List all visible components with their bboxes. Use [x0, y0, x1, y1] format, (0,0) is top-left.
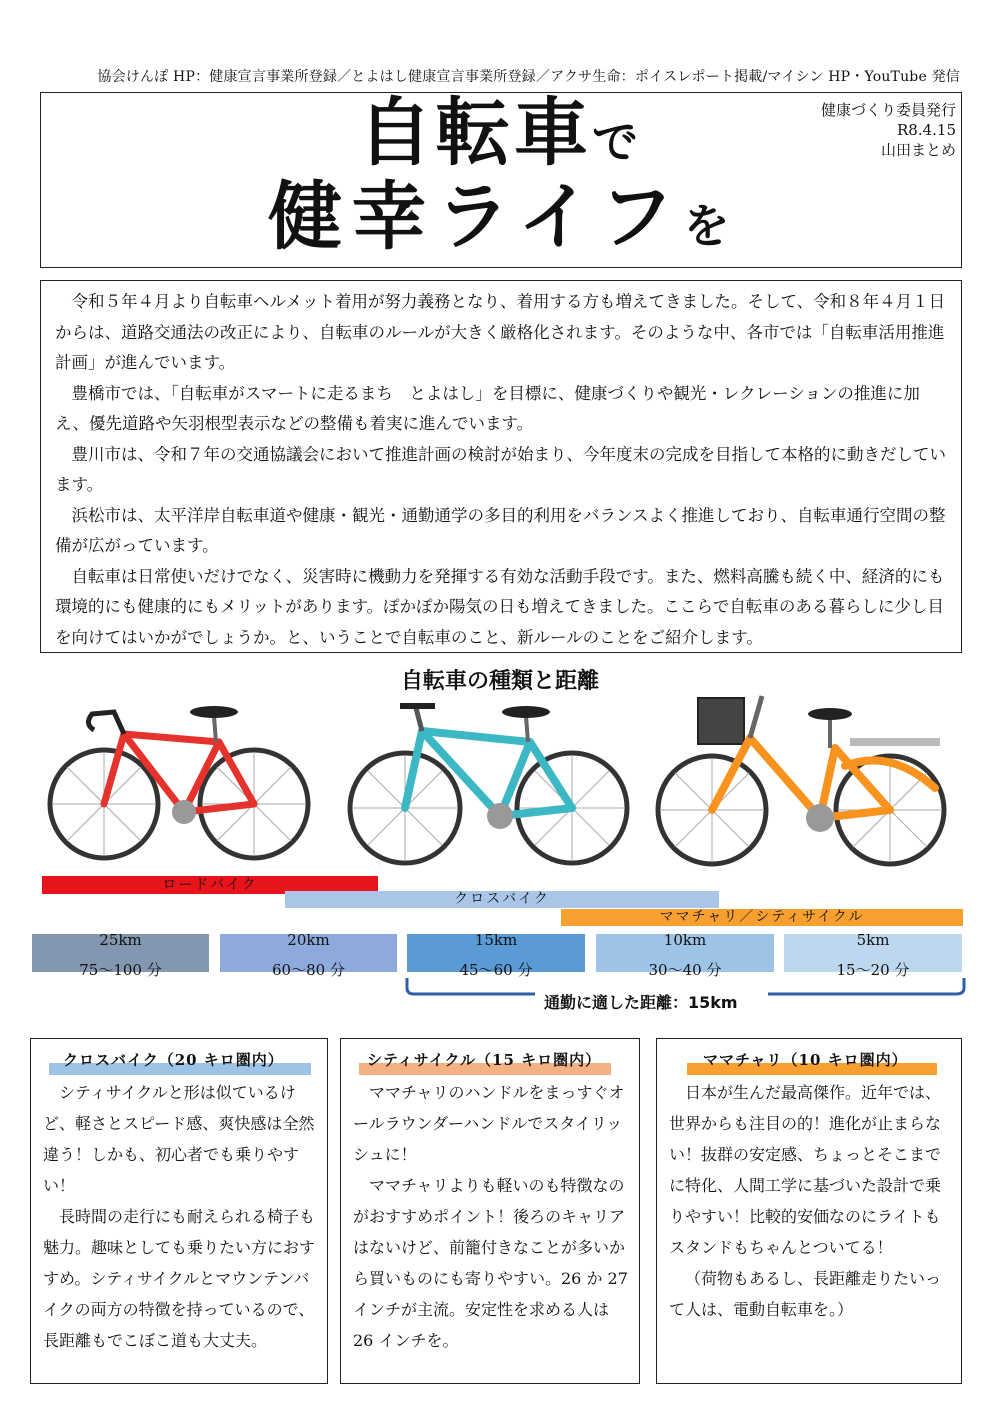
section-title: 自転車の種類と距離	[400, 669, 599, 694]
distance-block-20km	[220, 931, 397, 979]
distance-time: 15〜20 分	[836, 961, 910, 979]
road-bike-illustration	[44, 694, 314, 864]
distance-block-5km	[784, 931, 962, 979]
city-cycle-column	[340, 1038, 640, 1384]
intro-paragraph: 豊橋市では、「自転車がスマートに走るまち とよはし」を目標に、健康づくりや観光・レクレーションの推進に加え、優先道路や矢羽根型表示などの整備も着実に進んでいます。	[55, 383, 920, 433]
column-heading: クロスバイク（20 キロ圏内）	[63, 1051, 284, 1069]
range-label: クロスバイク	[454, 891, 550, 907]
intro-paragraph: 自転車は日常使いだけでなく、災害時に機動力を発揮する有効な活動手段です。また、燃料高騰も続く中、経済的にも環境的にも健康的にもメリットがあります。ぽかぽか陽気の日も増えてきました。ここらで自転車のある暮らしに少し目を向けてはいかがでしょうか。と、いうことで自転車のこと、新ルールのことをご紹介します。	[55, 566, 945, 647]
issuer-committee: 健康づくり委員発行	[820, 101, 956, 119]
mamachari-illustration	[650, 678, 956, 870]
intro-paragraph: 豊川市は、令和７年の交通協議会において推進計画の検討が始まり、今年度末の完成を目指して本格的に動きだしています。	[55, 444, 946, 494]
header-sources-line: 協会けんぽ HP：健康宣言事業所登録／とよはし健康宣言事業所登録／アクサ生命：ポイスレポート掲載/マイシン HP・YouTube 発信	[97, 69, 960, 85]
issuer-block	[780, 100, 956, 160]
column-body	[353, 1077, 631, 1356]
column-heading: ママチャリ（10 キロ圏内）	[703, 1051, 908, 1069]
distance-time: 60〜80 分	[272, 961, 345, 979]
distance-block-10km	[596, 931, 774, 979]
intro-paragraph: 浜松市は、太平洋岸自転車道や健康・観光・通勤通学の多目的利用をバランスよく推進しており、自転車通行空間の整備が広がっています。	[55, 505, 946, 555]
intro-paragraph: 令和５年４月より自転車ヘルメット着用が努力義務となり、着用する方も増えてきました。そして、令和８年４月１日からは、道路交通法の改正により、自転車のルールが大きく厳格化されます。そのような中、各市では「自転車活用推進計画」が進んでいます。	[55, 292, 946, 372]
column-paragraph: ママチャリよりも軽いのも特徴なのがおすすめポイント！後ろのキャリアはないけど、前籠付きなことが多いから買いものにも寄りやすい。26 か 27 インチが主流。安定性を求める人は 26 インチを。	[353, 1176, 628, 1350]
distance-km: 25km	[99, 931, 142, 949]
distance-block-25km	[32, 931, 209, 979]
issuer-author: 山田まとめ	[880, 141, 956, 159]
distance-block-15km	[407, 931, 585, 979]
column-paragraph: （荷物もあるし、長距離走りたいって人は、電動自転車を。）	[669, 1269, 942, 1319]
distance-km: 10km	[663, 931, 707, 949]
column-paragraph: ママチャリのハンドルをまっすぐオールラウンダーハンドルでスタイリッシュに！	[353, 1083, 625, 1164]
range-label: ロードバイク	[162, 877, 258, 893]
column-paragraph: シティサイクルと形は似ているけど、軽さとスピード感、爽快感は全然違う！しかも、初心者でも乗りやすい！	[43, 1083, 315, 1195]
page-title-line2: 健幸ライフを	[268, 174, 730, 260]
commute-distance-label: 通勤に適した距離：15km	[544, 993, 738, 1012]
mamachari-column	[656, 1038, 962, 1384]
distance-km: 20km	[287, 931, 330, 949]
range-bar-cross-bike	[285, 891, 719, 908]
column-heading: シティサイクル（15 キロ圏内）	[367, 1051, 602, 1069]
issue-date: R8.4.15	[896, 121, 956, 139]
distance-time: 30〜40 分	[648, 961, 722, 979]
distance-km: 15km	[474, 931, 518, 949]
cross-bike-illustration	[340, 696, 640, 866]
distance-time: 75〜100 分	[79, 961, 162, 979]
column-body	[43, 1077, 319, 1356]
range-label: ママチャリ／シティサイクル	[659, 909, 865, 925]
cross-bike-column	[30, 1038, 328, 1384]
range-bar-mamachari	[561, 909, 963, 926]
column-body	[669, 1077, 953, 1325]
distance-time: 45〜60 分	[459, 961, 533, 979]
intro-box	[40, 280, 962, 653]
page-title-line1: 自転車で	[358, 90, 640, 176]
column-paragraph: 日本が生んだ最高傑作。近年では、世界からも注目の的！進化が止まらない！抜群の安定感、ちょっとそこまでに特化、人間工学に基づいた設計で乗りやすい！比較的安価なのにライトもスタンドもちゃんとついてる！	[669, 1083, 942, 1257]
distance-km: 5km	[856, 931, 890, 949]
column-paragraph: 長時間の走行にも耐えられる椅子も魅力。趣味としても乗りたい方におすすめ。シティサイクルとマウンテンバイクの両方の特徴を持っているので、長距離もでこぼこ道も大丈夫。	[43, 1207, 316, 1350]
